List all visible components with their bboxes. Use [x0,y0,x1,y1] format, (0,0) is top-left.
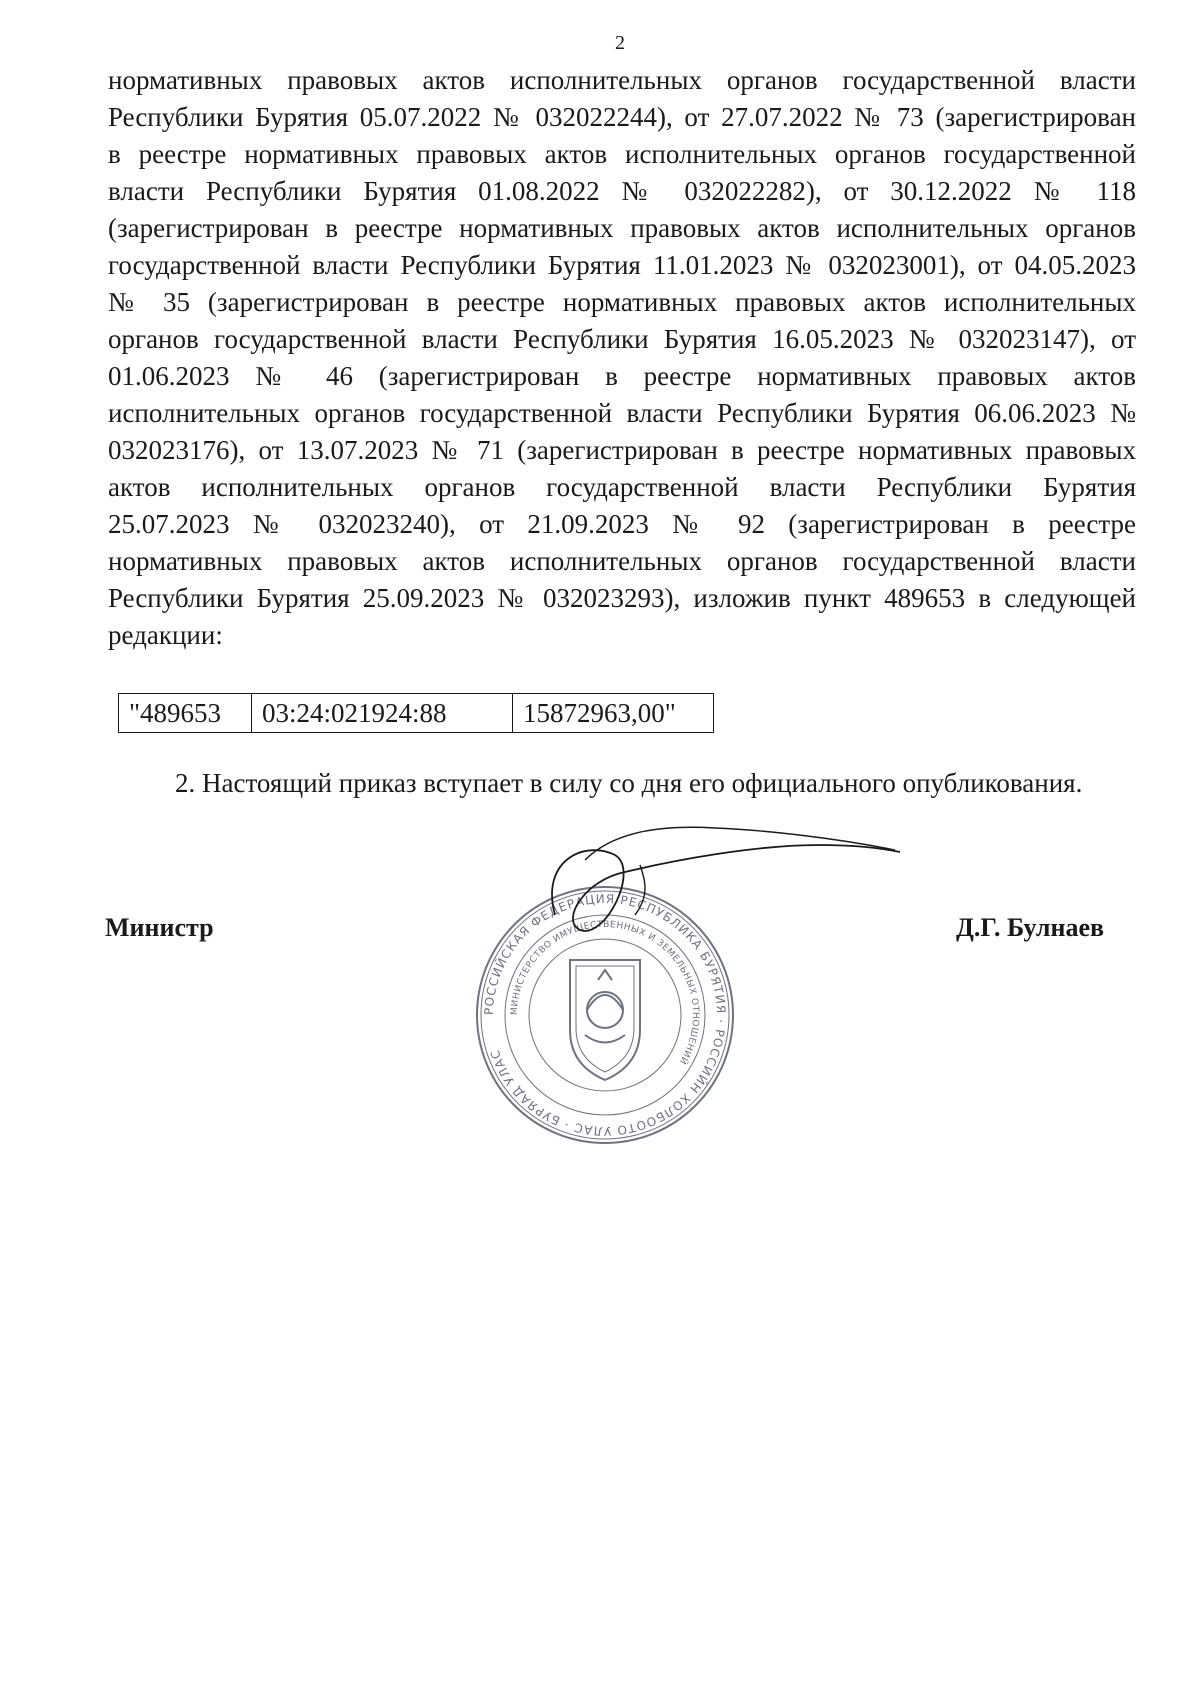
body-line: (зарегистрирован в реестре нормативных правовых актов исполнительных органов [108,213,1136,243]
seal-inner-text: МИНИСТЕРСТВО ИМУЩЕСТВЕННЫХ И ЗЕМЕЛЬНЫХ ОТНОШЕНИЙ [509,919,701,1066]
table-cell-cadastral-value: 15872963,00" [513,694,714,733]
body-line: исполнительных органов государственной власти Республики Бурятия 06.06.2023 № [108,398,1136,428]
clause-2: 2. Настоящий приказ вступает в силу со дня его официального опубликования. [175,768,1083,798]
table-row [119,694,714,733]
body-line: нормативных правовых актов исполнительных органов государственной власти [108,546,1136,576]
body-line: 25.07.2023 № 032023240), от 21.09.2023 № 92 (зарегистрирован в реестре [108,509,1136,539]
body-line: в реестре нормативных правовых актов исполнительных органов государственной [108,139,1136,169]
body-line: № 35 (зарегистрирован в реестре нормативных правовых актов исполнительных [108,287,1136,317]
body-line: 032023176), от 13.07.2023 № 71 (зарегистрирован в реестре нормативных правовых [108,435,1136,465]
body-line: Республики Бурятия 05.07.2022 № 032022244), от 27.07.2022 № 73 (зарегистрирован [108,102,1136,132]
body-line: органов государственной власти Республики Бурятия 16.05.2023 № 032023147), от [108,324,1136,354]
handwritten-signature [545,820,905,960]
body-line: редакции: [108,620,223,650]
coat-of-arms-icon [570,960,640,1080]
body-line: Республики Бурятия 25.09.2023 № 032023293), изложив пункт 489653 в следующей [108,583,1136,613]
body-line: государственной власти Республики Бурятия 11.01.2023 № 032023001), от 04.05.2023 [108,250,1136,280]
body-line: нормативных правовых актов исполнительных органов государственной власти [108,65,1136,95]
body-line: 01.06.2023 № 46 (зарегистрирован в реестре нормативных правовых актов [108,361,1136,391]
cadastral-value-table [118,693,714,733]
body-paragraph [108,62,1136,654]
table-cell-item-number: "489653 [119,694,252,733]
seal-outer-text: РОССИЙСКАЯ ФЕДЕРАЦИЯ РЕСПУБЛИКА БУРЯТИЯ · РОССИЙН ХОЛБООТО УЛАС · БУРЯАД УЛАС [481,891,729,1139]
table-cell-cadastral-number: 03:24:021924:88 [252,694,513,733]
signatory-position: Министр [105,913,214,942]
page-number: 2 [615,32,625,54]
body-line: власти Республики Бурятия 01.08.2022 № 032022282), от 30.12.2022 № 118 [108,176,1136,206]
signatory-name: Д.Г. Булнаев [956,913,1105,942]
body-line: актов исполнительных органов государственной власти Республики Бурятия [108,472,1136,502]
